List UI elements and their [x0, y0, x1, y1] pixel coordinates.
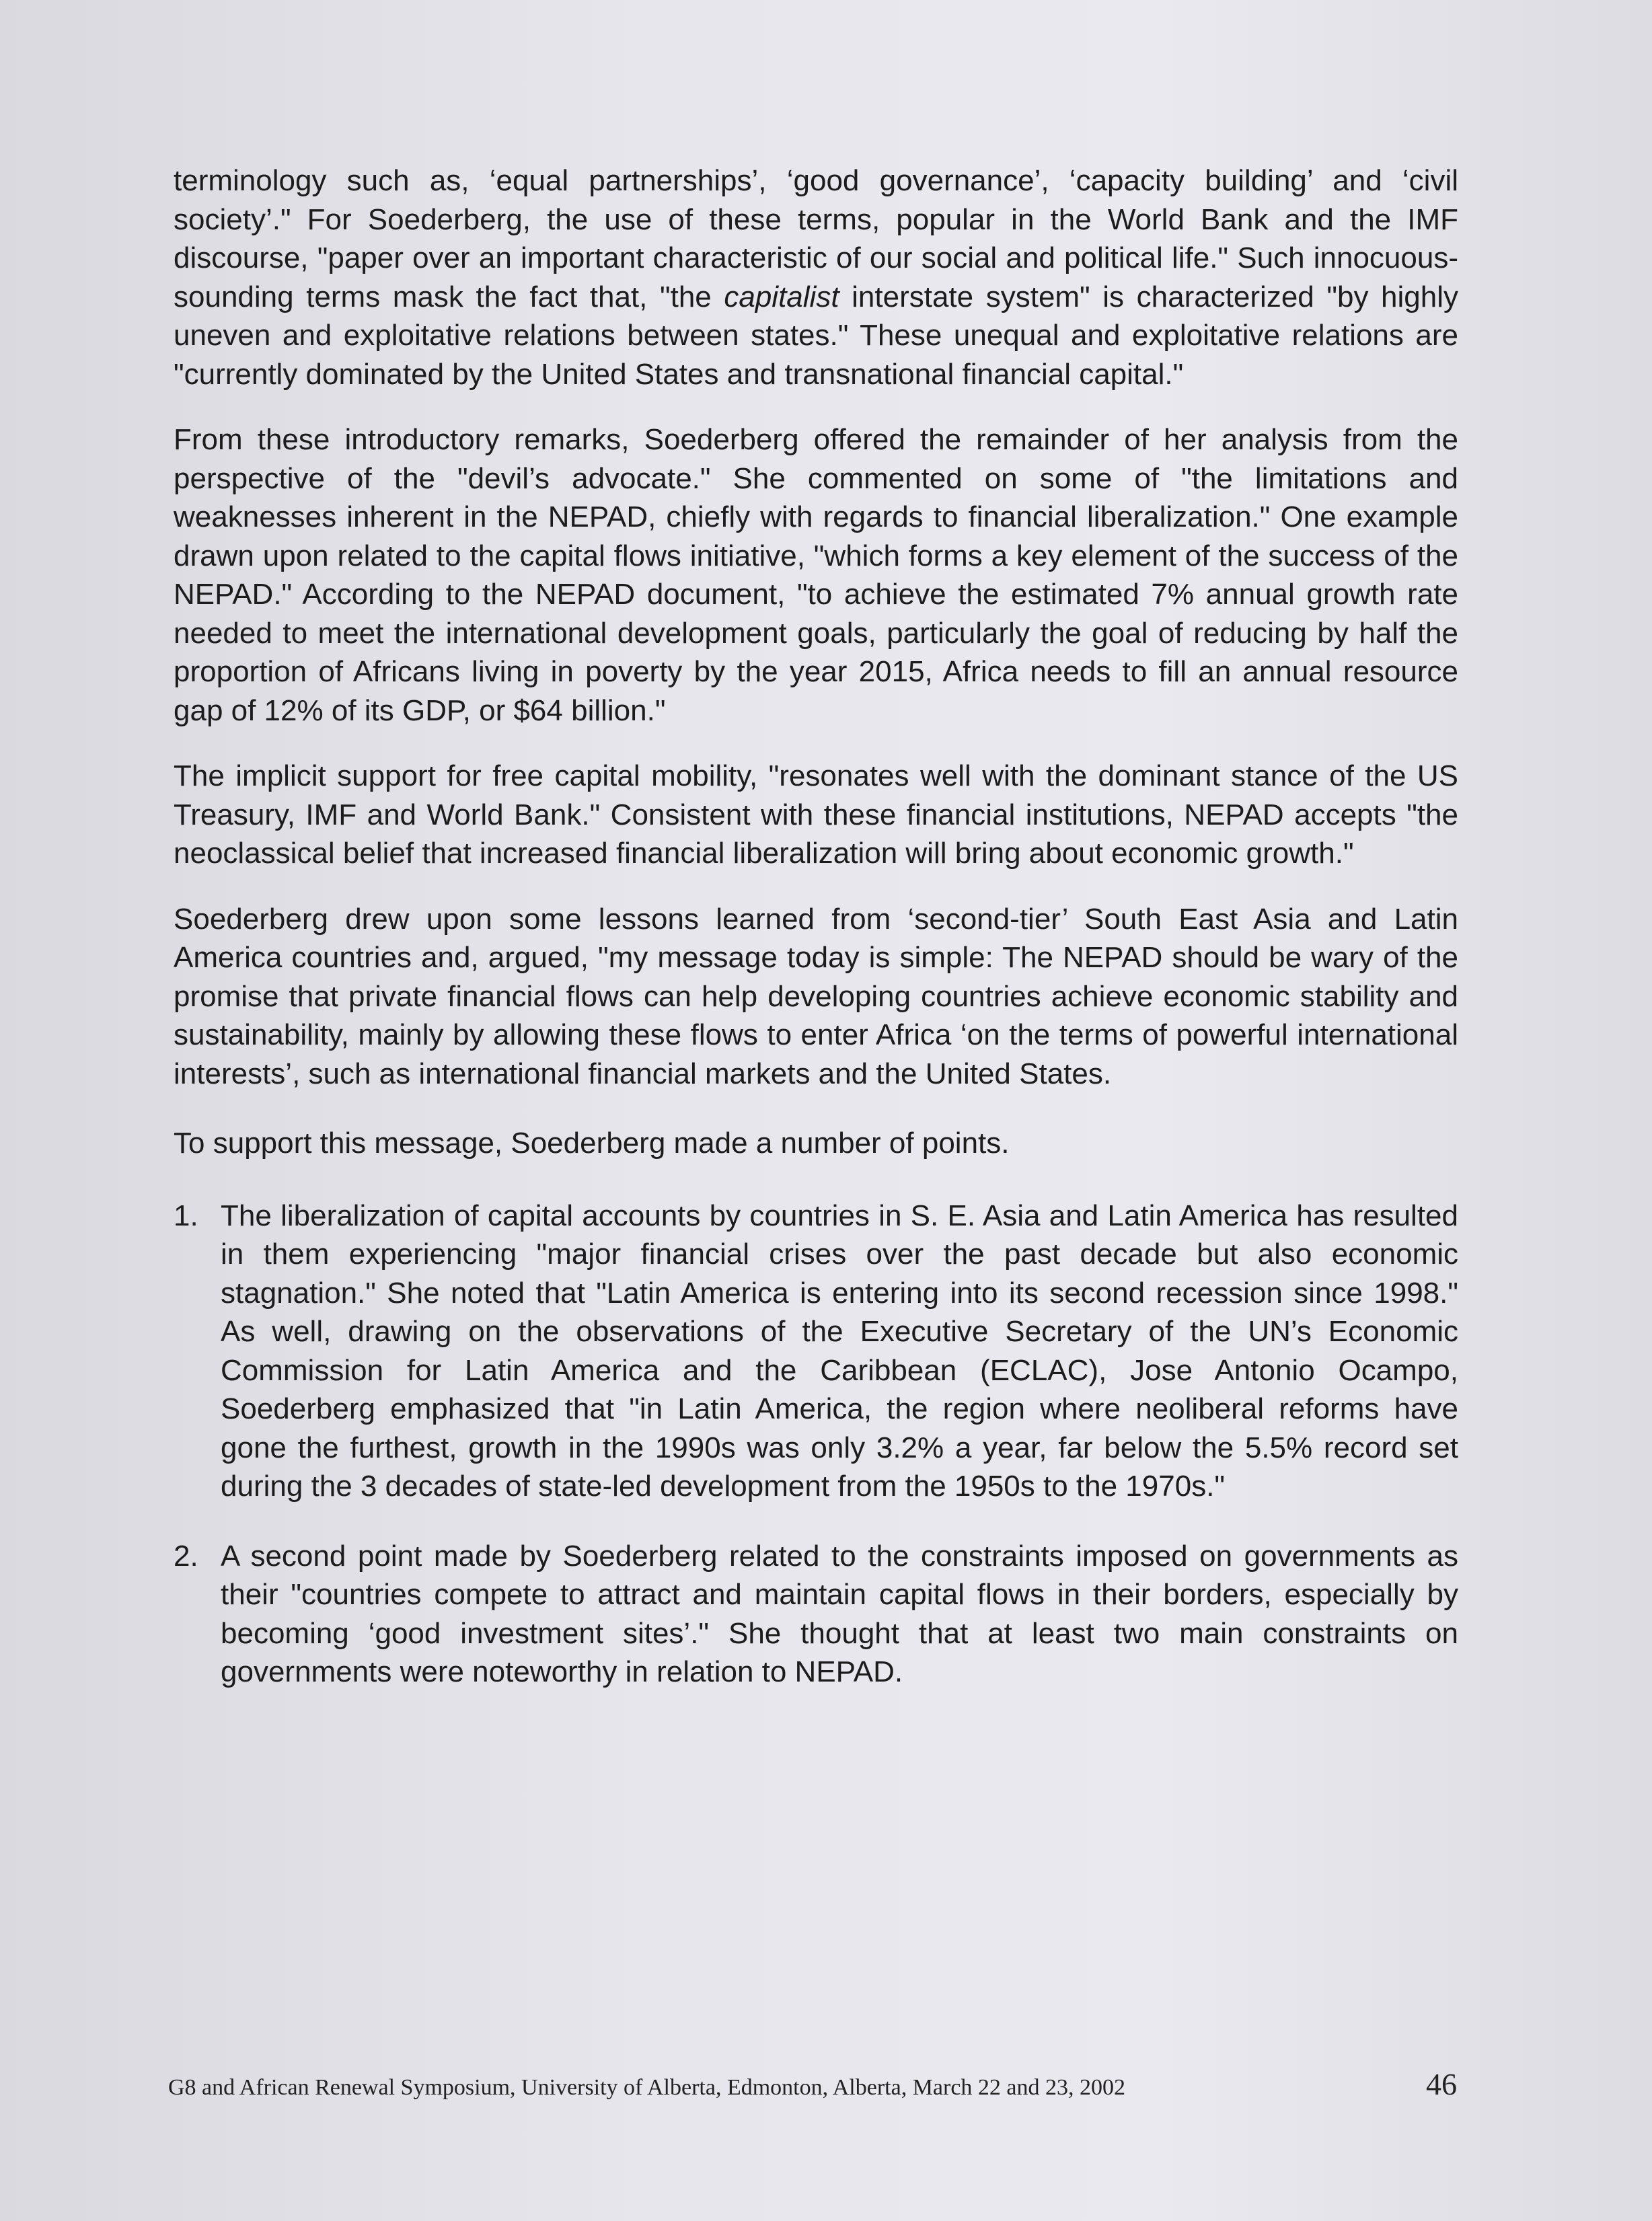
paragraph: From these introductory remarks, Soederberg offered the remainder of her analysis from the perspective of the "devil’s advocate." She commented on some of "the limitations and weaknesses inherent in the NEPAD, chiefly with regards to financial liberalization." One example drawn upon related to the capital flows initiative, "which forms a key element of the success of the NEPAD." According to the NEPAD document, "to achieve the estimated 7% annual growth rate needed to meet the international development goals, particularly the goal of reducing by half the proportion of Africans living in poverty by the year 2015, Africa needs to fill an annual resource gap of 12% of its GDP, or $64 billion." [174, 423, 1458, 727]
list-item-text: The liberalization of capital accounts by countries in S. E. Asia and Latin America has resulted in them experiencing "major financial crises over the past decade but also economic stagnation." She noted that "Latin America is entering into its second recession since 1998." As well, drawing on the observations of the Executive Secretary of the UN’s Economic Commission for Latin America and the Caribbean (ECLAC), Jose Antonio Ocampo, Soederberg emphasized that "in Latin America, the region where neoliberal reforms have gone the furthest, growth in the 1990s was only 3.2% a year, far below the 5.5% record set during the 3 decades of state-led development from the 1950s to the 1970s." [221, 1199, 1458, 1503]
paragraph: terminology such as, ‘equal partnerships’, ‘good governance’, ‘capacity building’ and ‘civil society’." For Soederberg, the use of these terms, popular in the World Bank and the IMF discourse, "paper over an important characteristic of our social and political life." Such innocuous-sounding terms mask the fact that, "the capitalist interstate system" is characterized "by highly uneven and exploitative relations between states." These unequal and exploitative relations are "currently dominated by the United States and transnational financial capital." [174, 164, 1459, 391]
numbered-list-item [174, 1197, 1458, 1506]
page-number: 46 [1426, 2067, 1457, 2101]
emphasized-word: capitalist [724, 280, 839, 313]
paragraph: To support this message, Soederberg made a number of points. [174, 1127, 1010, 1160]
paragraph: The implicit support for free capital mobility, "resonates well with the dominant stance of the US Treasury, IMF and World Bank." Consistent with these financial institutions, NEPAD accepts "the neoclassical belief that increased financial liberalization will bring about economic growth." [174, 759, 1458, 870]
list-item-number: 1. [174, 1199, 198, 1232]
body-text [174, 161, 1458, 1692]
footer-citation: G8 and African Renewal Symposium, University of Alberta, Edmonton, Alberta, March 22 and 23, 2002 [168, 2075, 1126, 2100]
page-footer [168, 2066, 1457, 2102]
list-item-text: A second point made by Soederberg related to the constraints imposed on governments as their "countries compete to attract and maintain capital flows in their borders, especially by becoming ‘good investment sites’." She thought that at least two main constraints on governments were noteworthy in relation to NEPAD. [221, 1539, 1458, 1688]
numbered-list-item [174, 1537, 1458, 1692]
paragraph: Soederberg drew upon some lessons learned from ‘second-tier’ South East Asia and Latin America countries and, argued, "my message today is simple: The NEPAD should be wary of the promise that private financial flows can help developing countries achieve economic stability and sustainability, mainly by allowing these flows to enter Africa ‘on the terms of powerful international interests’, such as international financial markets and the United States. [174, 902, 1458, 1090]
list-item-number: 2. [174, 1539, 198, 1573]
